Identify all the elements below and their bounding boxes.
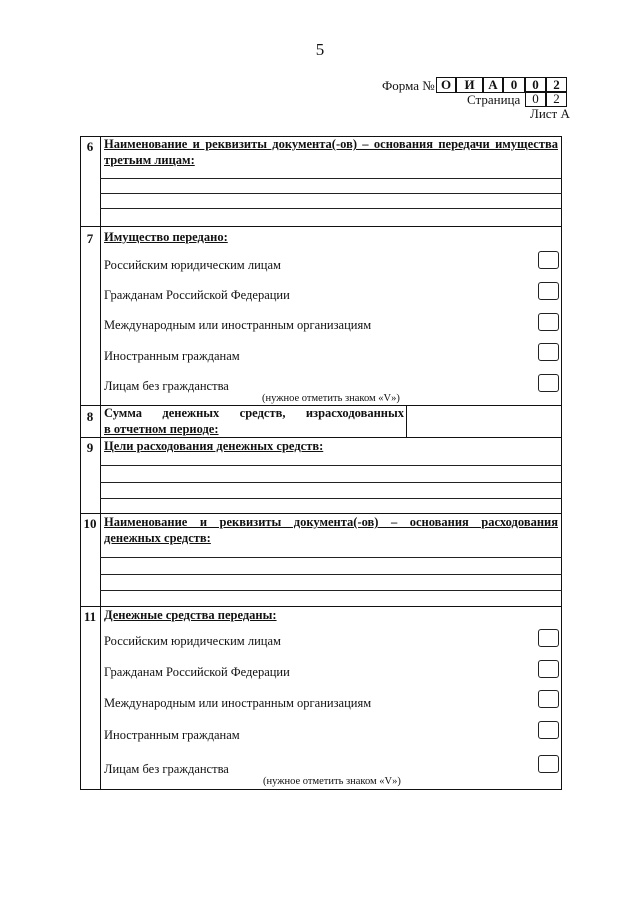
page-label: Страница bbox=[467, 92, 521, 107]
checkbox-note: (нужное отметить знаком «V») bbox=[263, 776, 401, 787]
section-8-title-cont: в отчетном периоде: bbox=[104, 422, 219, 436]
option-label: Гражданам Российской Федерации bbox=[104, 288, 290, 302]
section-number: 8 bbox=[86, 409, 94, 424]
form-code-cell: 0 bbox=[525, 77, 546, 93]
amount-input-cell[interactable] bbox=[408, 407, 560, 435]
option-label: Международным или иностранным организациям bbox=[104, 318, 372, 332]
option-label: Иностранным гражданам bbox=[104, 728, 240, 742]
section-8-title: Сумма денежных средств, израсходованных bbox=[104, 406, 404, 420]
section-11-title: Денежные средства переданы: bbox=[104, 608, 277, 622]
option-label: Лицам без гражданства bbox=[104, 762, 229, 776]
fill-line[interactable] bbox=[100, 557, 562, 558]
form-code-cell: А bbox=[483, 77, 503, 93]
section-number: 11 bbox=[83, 609, 97, 624]
section-10-title: Наименование и реквизиты документа(-ов) – основания расходования bbox=[104, 515, 558, 529]
amount-cell-divider bbox=[406, 405, 407, 437]
form-number-label: Форма № bbox=[382, 78, 435, 93]
fill-line[interactable] bbox=[100, 590, 562, 591]
option-checkbox[interactable] bbox=[538, 313, 559, 331]
fill-line[interactable] bbox=[100, 465, 562, 466]
form-code-cell: О bbox=[436, 77, 456, 93]
option-label: Гражданам Российской Федерации bbox=[104, 665, 290, 679]
section-10-title-cont: денежных средств: bbox=[104, 531, 211, 545]
fill-line[interactable] bbox=[100, 208, 562, 209]
option-checkbox[interactable] bbox=[538, 660, 559, 678]
fill-line[interactable] bbox=[100, 178, 562, 179]
option-checkbox[interactable] bbox=[538, 251, 559, 269]
section-9-title: Цели расходования денежных средств: bbox=[104, 439, 324, 453]
page-code-cell: 2 bbox=[546, 91, 567, 107]
checkbox-note: (нужное отметить знаком «V») bbox=[262, 393, 400, 404]
form-code-cell: 2 bbox=[546, 77, 567, 93]
fill-line[interactable] bbox=[100, 193, 562, 194]
fill-line[interactable] bbox=[100, 574, 562, 575]
option-checkbox[interactable] bbox=[538, 755, 559, 773]
fill-line[interactable] bbox=[100, 498, 562, 499]
option-label: Российским юридическим лицам bbox=[104, 634, 281, 648]
option-label: Иностранным гражданам bbox=[104, 349, 240, 363]
section-divider bbox=[80, 226, 562, 227]
section-7-title: Имущество передано: bbox=[104, 230, 228, 244]
option-label: Российским юридическим лицам bbox=[104, 258, 281, 272]
section-6-title-cont: третьим лицам: bbox=[104, 153, 195, 167]
option-checkbox[interactable] bbox=[538, 374, 559, 392]
page-code-cell: 0 bbox=[525, 91, 546, 107]
section-number: 6 bbox=[86, 139, 94, 154]
form-code-cell: И bbox=[456, 77, 483, 93]
option-checkbox[interactable] bbox=[538, 690, 559, 708]
sheet-label: Лист А bbox=[530, 106, 570, 121]
section-number: 9 bbox=[86, 440, 94, 455]
option-label: Международным или иностранным организациям bbox=[104, 696, 372, 710]
section-6-title: Наименование и реквизиты документа(-ов) – основания передачи имущества bbox=[104, 137, 558, 151]
number-column-divider bbox=[100, 136, 101, 790]
section-number: 7 bbox=[86, 231, 94, 246]
section-number: 10 bbox=[83, 516, 97, 531]
option-label: Лицам без гражданства bbox=[104, 379, 229, 393]
form-code-cell: 0 bbox=[503, 77, 525, 93]
option-checkbox[interactable] bbox=[538, 721, 559, 739]
option-checkbox[interactable] bbox=[538, 629, 559, 647]
fill-line[interactable] bbox=[100, 482, 562, 483]
page-number: 5 bbox=[315, 40, 325, 59]
option-checkbox[interactable] bbox=[538, 282, 559, 300]
option-checkbox[interactable] bbox=[538, 343, 559, 361]
